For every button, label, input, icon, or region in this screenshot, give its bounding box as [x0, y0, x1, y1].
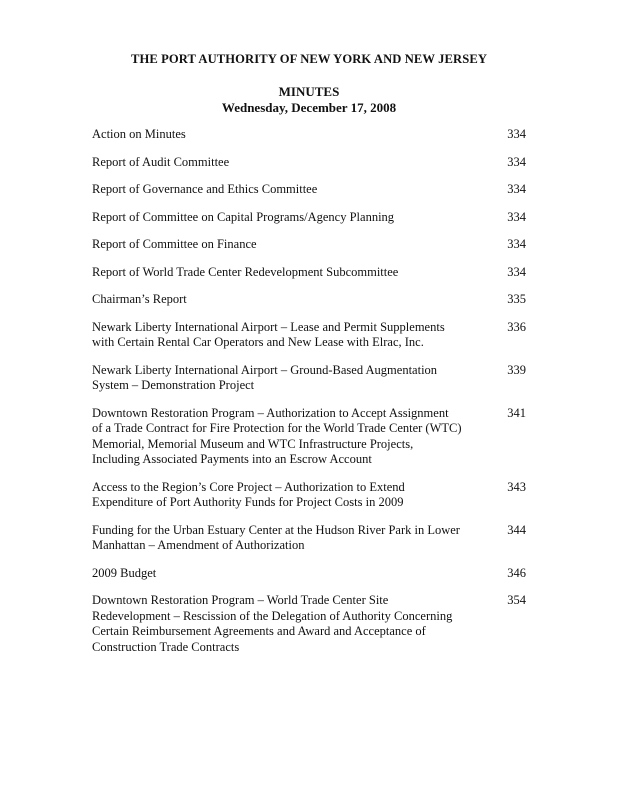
toc-entry-title: Downtown Restoration Program – Authorization to Accept Assignment of a Trade Contract for Fire Protection for the World Trade Center (WTC) Memorial, Memorial Museum and WTC Infrastructure Projects, Including Associated Payments into an Escrow Account — [92, 405, 462, 466]
toc-entry — [92, 320, 526, 351]
toc-entry — [92, 593, 526, 655]
toc-entry-title: Report of Audit Committee — [92, 154, 230, 169]
toc-entry-title: Report of Committee on Capital Programs/Agency Planning — [92, 209, 395, 224]
toc-entry-page: 334 — [507, 182, 526, 196]
toc-entry-title: 2009 Budget — [92, 565, 157, 580]
toc-entry-page: 334 — [507, 209, 526, 224]
toc-entry-title: Funding for the Urban Estuary Center at the Hudson River Park in Lower Manhattan – Amendment of Authorization — [92, 522, 460, 552]
toc-entry-title: Downtown Restoration Program – World Trade Center Site Redevelopment – Rescission of the Delegation of Authority Concerning Certain Reimbursement Agreements and Award and Acceptance of Construction Trade Contracts — [92, 593, 453, 654]
toc-entry-page: 334 — [507, 127, 526, 141]
toc-entry-page: 344 — [507, 522, 526, 537]
toc-entry — [92, 155, 526, 171]
organization-heading: THE PORT AUTHORITY OF NEW YORK AND NEW JERSEY — [130, 52, 488, 66]
toc-entry — [92, 523, 526, 554]
toc-entry — [92, 566, 526, 582]
toc-entry-page: 334 — [507, 264, 526, 279]
toc-entry-page: 346 — [507, 565, 526, 580]
toc-entry-title: Action on Minutes — [92, 127, 186, 141]
meeting-date: Wednesday, December 17, 2008 — [221, 100, 397, 115]
toc-entry-page: 339 — [507, 362, 526, 377]
toc-entry-page: 354 — [507, 593, 526, 607]
toc-entry-title: Report of Governance and Ethics Committee — [92, 182, 318, 196]
toc-entry — [92, 292, 526, 308]
toc-entry — [92, 210, 526, 226]
toc-entry-page: 334 — [507, 154, 526, 169]
toc-entry-title: Report of Committee on Finance — [92, 237, 257, 251]
toc-entry — [92, 237, 526, 253]
toc-entry-page: 336 — [507, 319, 526, 334]
toc-entry — [92, 406, 526, 468]
table-of-contents — [92, 127, 526, 655]
toc-entry — [92, 363, 526, 394]
document-title: MINUTES — [278, 84, 340, 99]
toc-entry-title: Chairman’s Report — [92, 292, 187, 306]
toc-entry — [92, 182, 526, 198]
toc-entry — [92, 265, 526, 281]
toc-entry-title: Newark Liberty International Airport – Ground-Based Augmentation System – Demonstration Project — [92, 362, 438, 392]
toc-entry-title: Newark Liberty International Airport – Lease and Permit Supplements with Certain Rental Car Operators and New Lease with Elrac, Inc. — [92, 319, 445, 349]
toc-entry-title: Report of World Trade Center Redevelopment Subcommittee — [92, 264, 399, 279]
toc-entry-page: 335 — [507, 292, 526, 306]
toc-entry — [92, 480, 526, 511]
toc-entry-page: 341 — [507, 405, 526, 420]
toc-entry-page: 334 — [507, 237, 526, 251]
toc-entry-title: Access to the Region’s Core Project – Authorization to Extend Expenditure of Port Authority Funds for Project Costs in 2009 — [92, 479, 405, 509]
toc-entry — [92, 127, 526, 143]
toc-entry-page: 343 — [507, 479, 526, 494]
